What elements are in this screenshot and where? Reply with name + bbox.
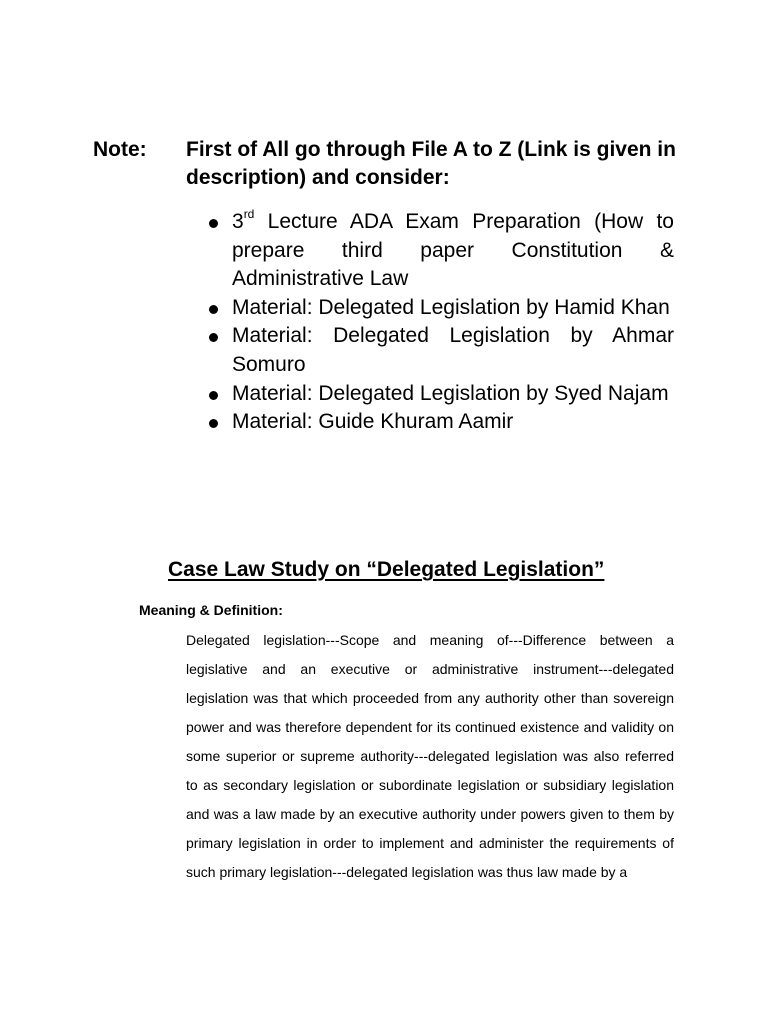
list-item: [206, 208, 674, 294]
list-item-text: Material: Delegated Legislation by Ahmar Somuro: [232, 324, 674, 376]
bullet-icon: [209, 305, 218, 314]
bullet-icon: [209, 391, 218, 400]
list-item-text: Material: Delegated Legislation by Syed Najam: [232, 381, 669, 405]
note-text: First of All go through File A to Z (Link is given in description) and consider:: [186, 138, 676, 189]
list-item-body: Lecture ADA Exam Preparation (How to prepare third paper Constitution & Administrative Law: [232, 210, 674, 291]
ordinal-suffix: rd: [243, 207, 255, 221]
list-item-text: Material: Delegated Legislation by Hamid Khan: [232, 295, 670, 319]
subheading: Meaning & Definition:: [139, 602, 283, 618]
body-paragraph: Delegated legislation---Scope and meaning of---Difference between a legislative and an executive or administrative instrument---delegated legislation was that which proceeded from any authority other than sovereign power and was therefore dependent for its continued existence and validity on some superior or supreme authority---delegated legislation was also referred to as secondary legislation or subordinate legislation or subsidiary legislation and was a law made by an executive authority under powers given to them by primary legislation in order to implement and administer the requirements of such primary legislation---delegated legislation was thus law made by a: [186, 632, 674, 880]
bullet-icon: [209, 333, 218, 342]
list-item: [206, 322, 674, 379]
section-heading: Case Law Study on “Delegated Legislation”: [168, 558, 605, 581]
ordinal-number: 3: [232, 210, 244, 233]
list-item: [206, 294, 674, 323]
list-item-text: Material: Guide Khuram Aamir: [232, 410, 514, 434]
bullet-icon: [209, 419, 218, 428]
material-list: [206, 208, 674, 437]
note-label: Note:: [93, 138, 147, 161]
list-item-text: [232, 207, 674, 291]
list-item: [206, 380, 674, 409]
list-item: [206, 408, 674, 437]
bullet-icon: [209, 219, 218, 228]
